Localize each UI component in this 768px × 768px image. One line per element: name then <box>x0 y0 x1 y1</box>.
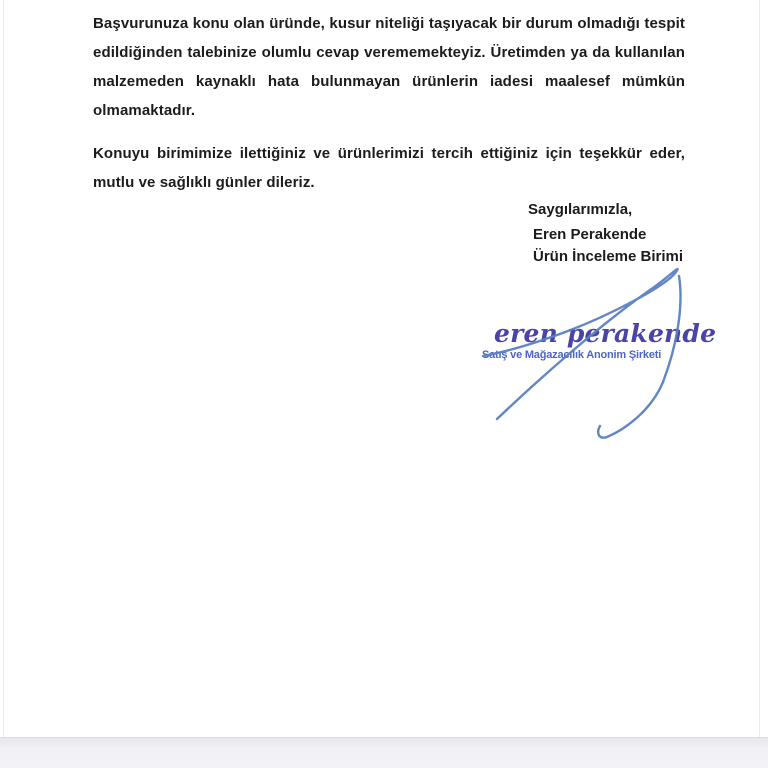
company-stamp-subtitle: Satış ve Mağazacılık Anonim Şirketi <box>482 349 662 361</box>
text-line: olmamaktadır. <box>93 102 196 119</box>
paragraph-decision <box>93 9 685 125</box>
paragraph-thanks <box>93 139 685 197</box>
viewer-background <box>0 737 768 768</box>
sender-company-name: Eren Perakende <box>533 226 647 243</box>
text-line: malzemeden kaynaklı hata bulunmayan ürünlerin iadesi maalesef mümkün <box>93 73 685 90</box>
text-line: mutlu ve sağlıklı günler dileriz. <box>93 174 315 191</box>
text-line: Konuyu birimimize ilettiğiniz ve ürünlerimizi tercih ettiğiniz için teşekkür eder, <box>93 145 685 162</box>
text-line: Başvurunuza konu olan üründe, kusur niteliği taşıyacak bir durum olmadığı tespit <box>93 15 685 32</box>
closing-salutation: Saygılarımızla, <box>528 201 633 218</box>
page-left-edge <box>3 0 4 737</box>
company-stamp-logo-text: eren perakende <box>494 319 717 348</box>
sender-department: Ürün İnceleme Birimi <box>533 248 684 265</box>
text-line: edildiğinden talebinize olumlu cevap verememekteyiz. Üretimden ya da kullanılan <box>93 44 685 61</box>
page-right-edge <box>759 0 760 737</box>
